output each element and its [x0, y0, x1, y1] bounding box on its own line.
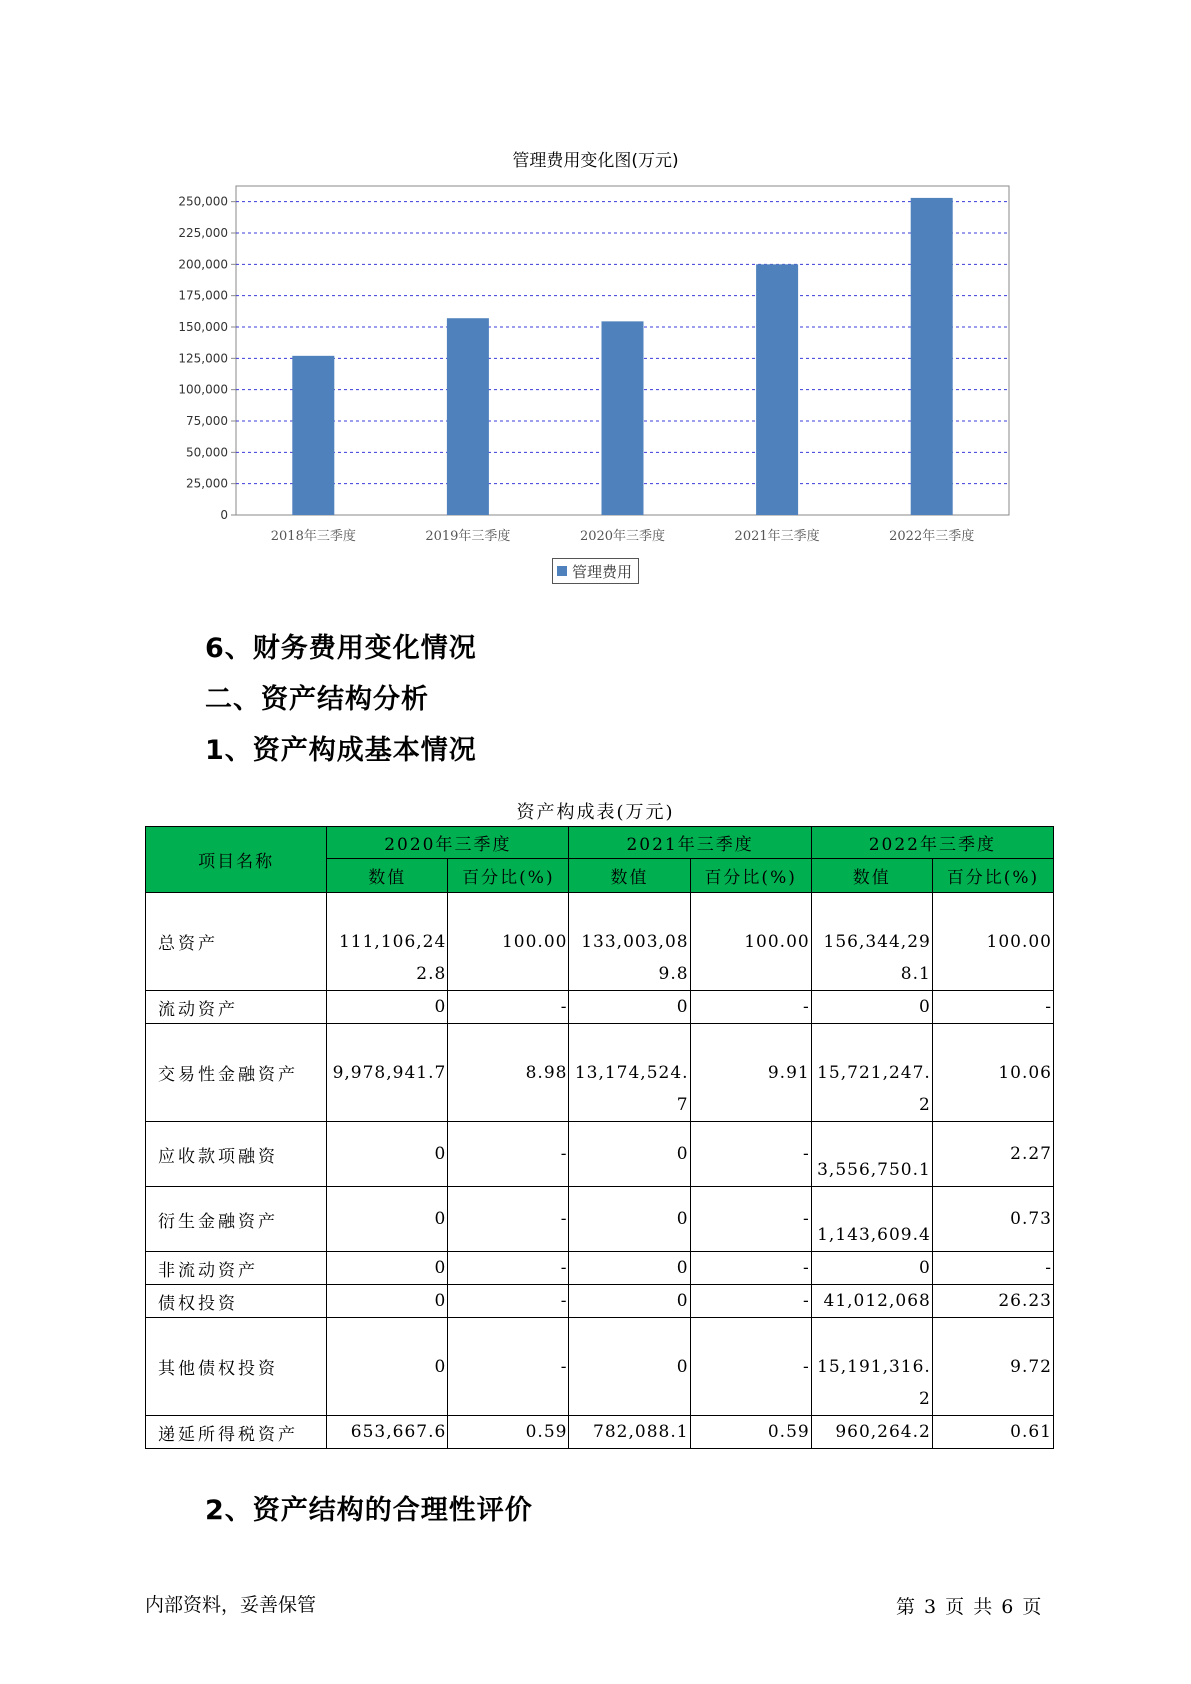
- cell-pct: 9.72: [932, 1318, 1053, 1416]
- header-period-2020: 2020年三季度: [327, 827, 569, 859]
- cell-pct: 100.00: [448, 893, 569, 991]
- table-row: [146, 1024, 1054, 1122]
- table-row: [146, 1252, 1054, 1285]
- cell-value: 0: [569, 1318, 690, 1416]
- cell-pct: -: [448, 1252, 569, 1285]
- bar-chart: [0, 0, 1191, 600]
- cell-pct: 0.73: [932, 1187, 1053, 1252]
- cell-value: 0: [327, 1318, 448, 1416]
- row-label: 总资产: [146, 893, 327, 991]
- cell-pct: -: [690, 991, 811, 1024]
- cell-pct: 0.59: [448, 1416, 569, 1449]
- cell-value: 0: [327, 991, 448, 1024]
- table-row: [146, 991, 1054, 1024]
- footer-page-number: 第 3 页 共 6 页: [896, 1596, 1042, 1618]
- y-tick-label: 225,000: [178, 226, 228, 240]
- y-tick-label: 0: [220, 508, 228, 522]
- table-row: [146, 1318, 1054, 1416]
- cell-value: 653,667.6: [327, 1416, 448, 1449]
- header-value: 数值: [811, 859, 932, 893]
- cell-pct: 26.23: [932, 1285, 1053, 1318]
- x-tick-label: 2018年三季度: [270, 529, 356, 544]
- cell-pct: 100.00: [932, 893, 1053, 991]
- section-heading-asset-composition: 1、资产构成基本情况: [205, 735, 477, 766]
- cell-pct: -: [448, 1187, 569, 1252]
- cell-pct: -: [690, 1252, 811, 1285]
- bar: [447, 318, 489, 515]
- cell-value: 0: [569, 1285, 690, 1318]
- bar: [602, 321, 644, 515]
- x-tick-label: 2020年三季度: [579, 529, 666, 544]
- cell-value: 782,088.1: [569, 1416, 690, 1449]
- cell-value: 960,264.2: [811, 1416, 932, 1449]
- cell-value: 3,556,750.1: [811, 1122, 932, 1187]
- cell-pct: 9.91: [690, 1024, 811, 1122]
- cell-pct: -: [690, 1318, 811, 1416]
- cell-value: 15,721,247.2: [811, 1024, 932, 1122]
- bar: [756, 264, 798, 515]
- cell-value: 0: [569, 1187, 690, 1252]
- table-row: [146, 893, 1054, 991]
- row-label: 债权投资: [146, 1285, 327, 1318]
- cell-pct: 0.61: [932, 1416, 1053, 1449]
- legend-swatch: [557, 566, 567, 576]
- cell-value: 0: [327, 1252, 448, 1285]
- header-period-2022: 2022年三季度: [811, 827, 1053, 859]
- cell-pct: -: [448, 1285, 569, 1318]
- header-item-name: 项目名称: [146, 827, 327, 893]
- cell-pct: 10.06: [932, 1024, 1053, 1122]
- cell-value: 0: [327, 1187, 448, 1252]
- row-label: 非流动资产: [146, 1252, 327, 1285]
- table-row: [146, 1122, 1054, 1187]
- header-value: 数值: [569, 859, 690, 893]
- cell-value: 156,344,298.1: [811, 893, 932, 991]
- cell-pct: -: [448, 991, 569, 1024]
- cell-value: 9,978,941.7: [327, 1024, 448, 1122]
- cell-value: 111,106,242.8: [327, 893, 448, 991]
- row-label: 其他债权投资: [146, 1318, 327, 1416]
- cell-pct: -: [690, 1285, 811, 1318]
- x-tick-label: 2021年三季度: [734, 529, 820, 544]
- cell-value: 0: [327, 1122, 448, 1187]
- legend-label: 管理费用: [572, 562, 633, 581]
- footer-confidential-note: 内部资料，妥善保管: [145, 1594, 317, 1616]
- table-row: [146, 1285, 1054, 1318]
- cell-pct: -: [932, 991, 1053, 1024]
- y-tick-label: 125,000: [178, 351, 228, 366]
- y-tick-label: 25,000: [186, 476, 228, 491]
- header-pct: 百分比(%): [690, 859, 811, 893]
- cell-pct: -: [690, 1122, 811, 1187]
- y-tick-label: 50,000: [186, 445, 228, 460]
- cell-pct: -: [932, 1252, 1053, 1285]
- row-label: 应收款项融资: [146, 1122, 327, 1187]
- y-tick-label: 150,000: [178, 320, 228, 334]
- cell-pct: 8.98: [448, 1024, 569, 1122]
- table-row: [146, 1187, 1054, 1252]
- y-tick-label: 175,000: [178, 288, 228, 303]
- header-pct: 百分比(%): [932, 859, 1053, 893]
- table-caption: 资产构成表(万元): [516, 802, 675, 823]
- y-tick-label: 200,000: [178, 257, 228, 272]
- section-heading-asset-structure: 二、资产结构分析: [205, 684, 429, 715]
- row-label: 流动资产: [146, 991, 327, 1024]
- cell-value: 0: [327, 1285, 448, 1318]
- header-period-2021: 2021年三季度: [569, 827, 811, 859]
- row-label: 衍生金融资产: [146, 1187, 327, 1252]
- section-heading-finance-cost: 6、财务费用变化情况: [205, 633, 477, 664]
- cell-value: 0: [811, 1252, 932, 1285]
- asset-composition-table: [145, 826, 1054, 1449]
- table-row: [146, 1416, 1054, 1449]
- cell-value: 0: [811, 991, 932, 1024]
- header-value: 数值: [327, 859, 448, 893]
- row-label: 交易性金融资产: [146, 1024, 327, 1122]
- bar: [911, 198, 953, 515]
- cell-value: 41,012,068: [811, 1285, 932, 1318]
- chart-legend: [552, 558, 639, 584]
- bar: [292, 356, 334, 515]
- y-tick-label: 75,000: [186, 414, 228, 428]
- cell-pct: -: [690, 1187, 811, 1252]
- cell-value: 0: [569, 1252, 690, 1285]
- x-tick-label: 2022年三季度: [889, 529, 975, 544]
- cell-value: 15,191,316.2: [811, 1318, 932, 1416]
- cell-value: 133,003,089.8: [569, 893, 690, 991]
- row-label: 递延所得税资产: [146, 1416, 327, 1449]
- section-heading-asset-evaluation: 2、资产结构的合理性评价: [205, 1495, 533, 1526]
- y-tick-label: 250,000: [178, 194, 228, 209]
- cell-value: 0: [569, 991, 690, 1024]
- cell-pct: -: [448, 1318, 569, 1416]
- x-tick-label: 2019年三季度: [425, 529, 511, 544]
- cell-pct: 2.27: [932, 1122, 1053, 1187]
- cell-pct: 0.59: [690, 1416, 811, 1449]
- header-pct: 百分比(%): [448, 859, 569, 893]
- cell-pct: 100.00: [690, 893, 811, 991]
- cell-value: 1,143,609.4: [811, 1187, 932, 1252]
- y-tick-label: 100,000: [178, 382, 228, 397]
- cell-value: 0: [569, 1122, 690, 1187]
- chart-title: 管理费用变化图(万元): [512, 151, 679, 171]
- cell-value: 13,174,524.7: [569, 1024, 690, 1122]
- cell-pct: -: [448, 1122, 569, 1187]
